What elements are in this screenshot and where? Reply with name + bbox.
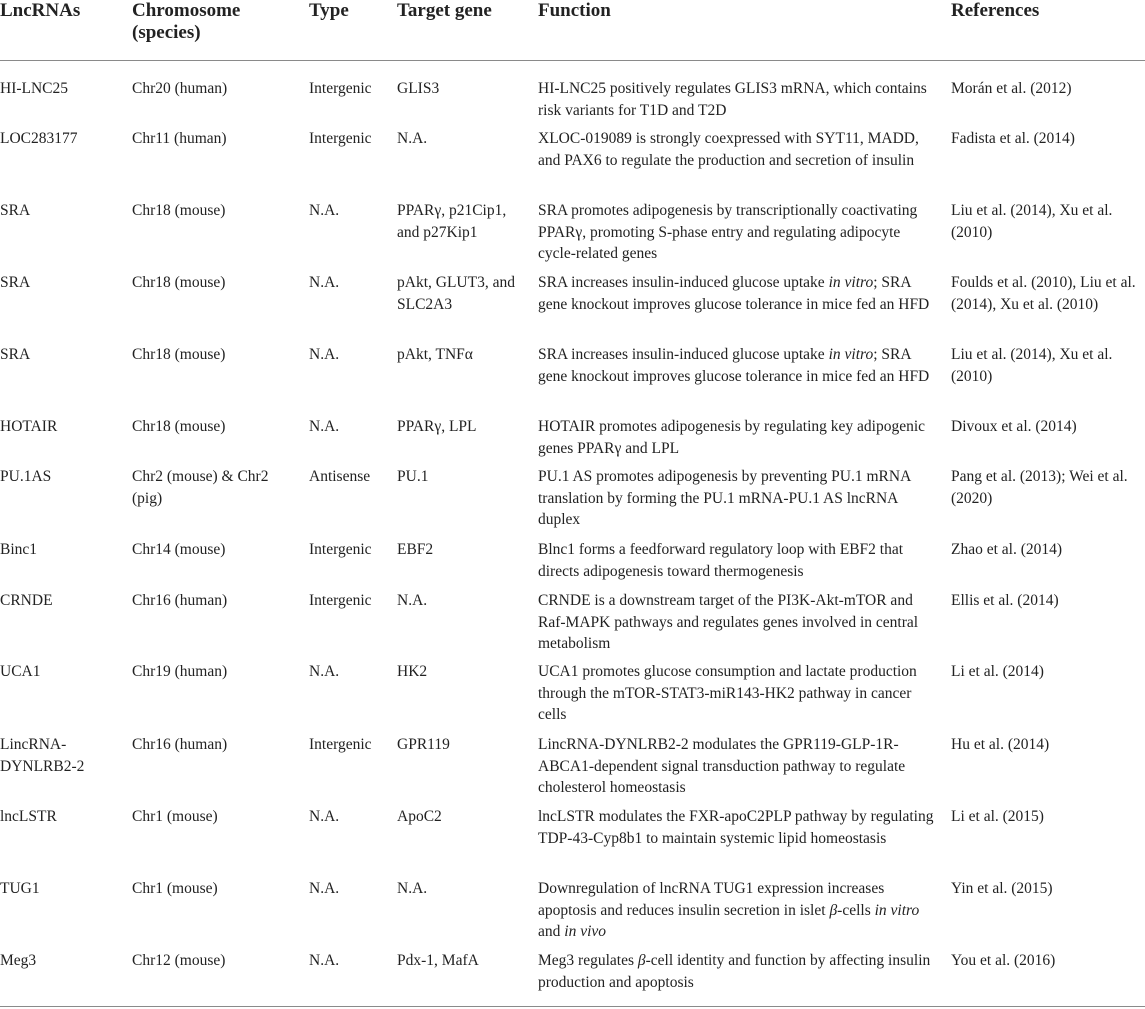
cell-target: N.A.: [397, 592, 428, 609]
cell-type: Intergenic: [309, 736, 372, 753]
cell-function: Downregulation of lncRNA TUG1 expression increases apoptosis and reduces insulin secretion in islet β-cells in vitro and in vivo: [538, 880, 920, 940]
cell-lncrna: LOC283177: [0, 130, 78, 147]
cell-lncrna: LincRNA-DYNLRB2-2: [0, 736, 85, 775]
cell-reference: Divoux et al. (2014): [951, 418, 1077, 435]
cell-reference: Foulds et al. (2010), Liu et al. (2014), Xu et al. (2010): [951, 274, 1136, 313]
cell-lncrna: PU.1AS: [0, 468, 52, 485]
cell-chromosome: Chr12 (mouse): [132, 952, 226, 969]
cell-type: N.A.: [309, 202, 340, 219]
cell-reference: Li et al. (2015): [951, 808, 1044, 825]
cell-lncrna: UCA1: [0, 663, 41, 680]
cell-reference: Fadista et al. (2014): [951, 130, 1075, 147]
cell-target: PPARγ, p21Cip1, and p27Kip1: [397, 202, 507, 241]
cell-function: HOTAIR promotes adipogenesis by regulating key adipogenic genes PPARγ and LPL: [538, 418, 926, 457]
cell-reference: Yin et al. (2015): [951, 880, 1053, 897]
cell-function: LincRNA-DYNLRB2-2 modulates the GPR119-GLP-1R-ABCA1-dependent signal transduction pathway to regulate cholesterol homeostasis: [538, 736, 906, 796]
cell-reference: Liu et al. (2014), Xu et al. (2010): [951, 202, 1113, 241]
cell-type: N.A.: [309, 952, 340, 969]
cell-reference: You et al. (2016): [951, 952, 1056, 969]
header-chromosome: [132, 0, 302, 44]
header-references: References: [951, 0, 1040, 21]
cell-function: SRA promotes adipogenesis by transcriptionally coactivating PPARγ, promoting S-phase entry and regulating adipocyte cycle-related genes: [538, 202, 918, 262]
cell-reference: Zhao et al. (2014): [951, 541, 1063, 558]
table-header: [0, 0, 1145, 61]
header-chromosome-text: Chromosome (species): [132, 0, 241, 43]
header-function: Function: [538, 0, 611, 21]
cell-lncrna: HOTAIR: [0, 418, 58, 435]
cell-lncrna: SRA: [0, 202, 31, 219]
cell-type: N.A.: [309, 418, 340, 435]
cell-chromosome: Chr18 (mouse): [132, 202, 226, 219]
cell-target: pAkt, TNFα: [397, 346, 473, 363]
cell-chromosome: Chr20 (human): [132, 80, 228, 97]
cell-type: Intergenic: [309, 130, 372, 147]
cell-target: N.A.: [397, 130, 428, 147]
cell-type: N.A.: [309, 274, 340, 291]
cell-target: ApoC2: [397, 808, 442, 825]
cell-reference: Hu et al. (2014): [951, 736, 1050, 753]
cell-lncrna: HI-LNC25: [0, 80, 69, 97]
cell-chromosome: Chr1 (mouse): [132, 808, 218, 825]
header-lncrnas: LncRNAs: [0, 0, 81, 21]
cell-target: EBF2: [397, 541, 434, 558]
cell-target: HK2: [397, 663, 428, 680]
cell-lncrna: SRA: [0, 346, 31, 363]
cell-type: Intergenic: [309, 80, 372, 97]
cell-function: SRA increases insulin-induced glucose uptake in vitro; SRA gene knockout improves glucose tolerance in mice fed an HFD: [538, 274, 930, 313]
header-target-gene: Target gene: [397, 0, 492, 21]
cell-type: N.A.: [309, 808, 340, 825]
cell-reference: Liu et al. (2014), Xu et al. (2010): [951, 346, 1113, 385]
cell-type: N.A.: [309, 663, 340, 680]
cell-lncrna: TUG1: [0, 880, 40, 897]
cell-function: CRNDE is a downstream target of the PI3K-Akt-mTOR and Raf-MAPK pathways and regulates genes involved in central metabolism: [538, 592, 919, 652]
cell-type: N.A.: [309, 346, 340, 363]
cell-lncrna: CRNDE: [0, 592, 53, 609]
cell-type: Antisense: [309, 468, 371, 485]
cell-chromosome: Chr18 (mouse): [132, 346, 226, 363]
cell-target: Pdx-1, MafA: [397, 952, 479, 969]
table-bottom-rule: [0, 1006, 1145, 1007]
cell-chromosome: Chr2 (mouse) & Chr2 (pig): [132, 468, 269, 507]
cell-function: lncLSTR modulates the FXR-apoC2PLP pathway by regulating TDP-43-Cyp8b1 to maintain systemic lipid homeostasis: [538, 808, 934, 847]
cell-function: Meg3 regulates β-cell identity and function by affecting insulin production and apoptosis: [538, 952, 931, 991]
cell-chromosome: Chr14 (mouse): [132, 541, 226, 558]
cell-function: SRA increases insulin-induced glucose uptake in vitro; SRA gene knockout improves glucose tolerance in mice fed an HFD: [538, 346, 930, 385]
cell-target: GLIS3: [397, 80, 440, 97]
cell-function: HI-LNC25 positively regulates GLIS3 mRNA, which contains risk variants for T1D and T2D: [538, 80, 927, 119]
cell-reference: Pang et al. (2013); Wei et al. (2020): [951, 468, 1128, 507]
cell-chromosome: Chr18 (mouse): [132, 418, 226, 435]
cell-chromosome: Chr18 (mouse): [132, 274, 226, 291]
cell-reference: Morán et al. (2012): [951, 80, 1072, 97]
cell-target: PPARγ, LPL: [397, 418, 477, 435]
cell-lncrna: lncLSTR: [0, 808, 57, 825]
cell-lncrna: Meg3: [0, 952, 37, 969]
cell-reference: Ellis et al. (2014): [951, 592, 1059, 609]
cell-function: XLOC-019089 is strongly coexpressed with SYT11, MADD, and PAX6 to regulate the production and secretion of insulin: [538, 130, 919, 169]
cell-chromosome: Chr16 (human): [132, 736, 228, 753]
cell-chromosome: Chr1 (mouse): [132, 880, 218, 897]
cell-function: PU.1 AS promotes adipogenesis by preventing PU.1 mRNA translation by forming the PU.1 mRNA-PU.1 AS lncRNA duplex: [538, 468, 911, 528]
cell-chromosome: Chr11 (human): [132, 130, 227, 147]
cell-function: UCA1 promotes glucose consumption and lactate production through the mTOR-STAT3-miR143-HK2 pathway in cancer cells: [538, 663, 917, 723]
cell-lncrna: Binc1: [0, 541, 38, 558]
cell-type: Intergenic: [309, 592, 372, 609]
cell-function: Blnc1 forms a feedforward regulatory loop with EBF2 that directs adipogenesis toward thermogenesis: [538, 541, 904, 580]
cell-lncrna: SRA: [0, 274, 31, 291]
cell-type: N.A.: [309, 880, 340, 897]
cell-target: pAkt, GLUT3, and SLC2A3: [397, 274, 515, 313]
cell-target: PU.1: [397, 468, 429, 485]
cell-reference: Li et al. (2014): [951, 663, 1044, 680]
cell-target: GPR119: [397, 736, 450, 753]
cell-type: Intergenic: [309, 541, 372, 558]
header-type: Type: [309, 0, 349, 21]
cell-chromosome: Chr19 (human): [132, 663, 228, 680]
cell-chromosome: Chr16 (human): [132, 592, 228, 609]
cell-target: N.A.: [397, 880, 428, 897]
